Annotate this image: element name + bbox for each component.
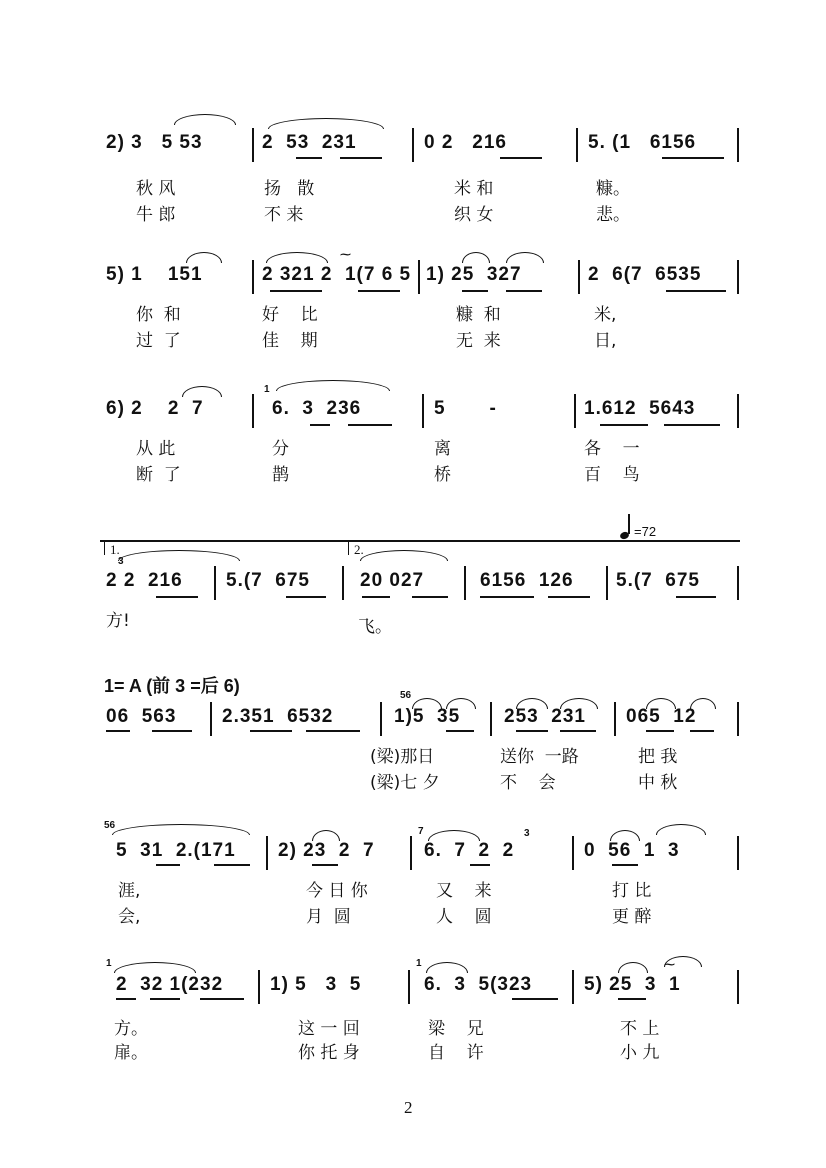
tie [114, 962, 196, 973]
tempo-marking: =72 [634, 524, 657, 539]
underline [560, 730, 596, 732]
lyric-line-1: 涯, [118, 881, 141, 901]
lyric-line-2: 悲。 [596, 205, 630, 225]
barline [252, 260, 254, 294]
barline [210, 702, 212, 736]
underline [286, 596, 326, 598]
underline [106, 730, 130, 732]
lyric-line-1: 糠。 [596, 179, 630, 199]
barline [737, 566, 739, 600]
underline [462, 290, 488, 292]
underline [500, 157, 542, 159]
barline [258, 970, 260, 1004]
underline [214, 864, 250, 866]
lyric-line-2: 不 会 [500, 773, 556, 793]
lyric-line-1: 糠 和 [456, 305, 501, 325]
grace-note: 1 [264, 384, 270, 395]
lyric-line-1: 把 我 [638, 747, 678, 767]
lyric-line-2: 中 秋 [638, 773, 678, 793]
lyric-line-1: 从 此 [136, 439, 176, 459]
notes-measure-2: 2.351 6532 [222, 706, 334, 727]
barline [342, 566, 344, 600]
notes-measure-3: 20 027 [360, 570, 425, 591]
lyric-line-1: 打 比 [612, 881, 652, 901]
grace-note: 3 [118, 556, 124, 567]
grace-note: 1 [416, 958, 422, 969]
lyric-line-1: 方。 [114, 1019, 148, 1039]
barline [614, 702, 616, 736]
lyric-line-2: 日, [594, 331, 617, 351]
underline [340, 157, 382, 159]
lyric-line-2: 过 了 [136, 331, 181, 351]
tie [268, 118, 384, 129]
notes-measure-2: 5.(7 675 [226, 570, 310, 591]
notes-measure-2: 2 321 2 1(7 6 5 [262, 264, 412, 285]
lyric-line-2: 人 圆 [436, 907, 492, 927]
lyric-line-2: 更 醉 [612, 907, 652, 927]
lyric-line-2: 月 圆 [306, 907, 351, 927]
notes-measure-4: 253 231 [504, 706, 586, 727]
lyric-line-2: 断 了 [136, 465, 181, 485]
quarter-note-stem [628, 514, 630, 534]
underline [358, 290, 400, 292]
notes-measure-3: 5 - [434, 398, 497, 419]
lyric-line-2: 小 九 [620, 1043, 660, 1063]
underline [446, 730, 474, 732]
grace-note: 56 [104, 820, 116, 831]
notes-measure-3: 6. 7 2 2 [424, 840, 515, 861]
underline [310, 424, 330, 426]
lyric-line-1: 方! [106, 611, 130, 631]
barline [606, 566, 608, 600]
underline [662, 157, 724, 159]
barline [422, 394, 424, 428]
lyric-line-1: 分 [272, 439, 289, 459]
underline [348, 424, 392, 426]
tie [182, 386, 222, 397]
notes-measure-4: 1.612 5643 [584, 398, 696, 419]
notes-measure-1: 5) 1 151 [106, 264, 203, 285]
lyric-line-1: 不 上 [620, 1019, 660, 1039]
lyric-line-2: 百 鸟 [584, 465, 640, 485]
notes-measure-1: 2 32 1(232 [116, 974, 224, 995]
barline [572, 970, 574, 1004]
notes-measure-3: 1)5 35 [394, 706, 461, 727]
lyric-line-2: 自 许 [428, 1043, 484, 1063]
barline [578, 260, 580, 294]
tie [174, 114, 236, 125]
notes-measure-1: 2 2 216 [106, 570, 183, 591]
tie [506, 252, 544, 263]
notes-measure-3: 0 2 216 [424, 132, 507, 153]
notes-measure-5: 5.(7 675 [616, 570, 700, 591]
page-number: 2 [404, 1098, 413, 1117]
barline [572, 836, 574, 870]
notes-measure-4: 0 56 1 3 [584, 840, 680, 861]
notes-measure-1: 5 31 2.(171 [116, 840, 236, 861]
grace-note: 3 [524, 828, 530, 839]
notes-measure-2: 6. 3 236 [272, 398, 362, 419]
underline [516, 730, 548, 732]
lyric-line-2: 鹊 [272, 465, 289, 485]
barline [380, 702, 382, 736]
notes-measure-4: 6156 126 [480, 570, 574, 591]
tie [186, 252, 222, 263]
underline [250, 730, 292, 732]
underline [362, 596, 390, 598]
lyric-line-1: 米, [594, 305, 617, 325]
tie [656, 824, 706, 835]
underline [470, 864, 490, 866]
barline [737, 260, 739, 294]
notes-measure-4: 5) 25 3 1 [584, 974, 681, 995]
lyric-line-1: (梁)那日 [370, 747, 435, 767]
barline [737, 836, 739, 870]
tie [112, 824, 250, 835]
barline [412, 128, 414, 162]
grace-note: 7 [418, 826, 424, 837]
barline [576, 128, 578, 162]
barline [418, 260, 420, 294]
underline [152, 730, 192, 732]
lyric-line-2: 你 托 身 [298, 1043, 360, 1063]
underline [200, 998, 244, 1000]
trill-mark: ⁓ [664, 958, 675, 971]
notes-measure-3: 6. 3 5(323 [424, 974, 533, 995]
trill-mark: ⁓ [340, 248, 351, 261]
lyric-line-2: 无 来 [456, 331, 501, 351]
underline [156, 864, 180, 866]
barline [737, 394, 739, 428]
tie [266, 252, 328, 263]
notes-measure-1: 06 563 [106, 706, 177, 727]
underline [600, 424, 648, 426]
barline [410, 836, 412, 870]
underline [116, 998, 136, 1000]
barline [408, 970, 410, 1004]
grace-note: 1 [106, 958, 112, 969]
barline [252, 128, 254, 162]
barline [464, 566, 466, 600]
volta-label-2: 2. [354, 542, 364, 557]
underline [156, 596, 198, 598]
lyric-line-1: 飞。 [358, 617, 392, 637]
notes-measure-2: 1) 5 3 5 [270, 974, 362, 995]
underline [676, 596, 716, 598]
notes-measure-2: 2 53 231 [262, 132, 357, 153]
underline [412, 596, 448, 598]
underline [296, 157, 322, 159]
lyric-line-1: 又 来 [436, 881, 492, 901]
notes-measure-1: 6) 2 2 7 [106, 398, 204, 419]
underline [690, 730, 714, 732]
grace-note: 56 [400, 690, 412, 701]
lyric-line-2: 扉。 [114, 1043, 148, 1063]
tie [462, 252, 490, 263]
underline [512, 998, 558, 1000]
lyric-line-1: 各 一 [584, 439, 640, 459]
lyric-line-1: 今 日 你 [306, 881, 368, 901]
underline [306, 730, 360, 732]
notes-measure-4: 5. (1 6156 [588, 132, 697, 153]
key-signature: 1= A (前 3 =后 6) [104, 676, 240, 696]
underline [270, 290, 322, 292]
lyric-line-2: 桥 [434, 465, 451, 485]
notes-measure-2: 2) 23 2 7 [278, 840, 375, 861]
underline [612, 864, 638, 866]
lyric-line-1: 离 [434, 439, 451, 459]
underline [312, 864, 338, 866]
barline [214, 566, 216, 600]
underline [548, 596, 590, 598]
lyric-line-2: (梁)七 夕 [370, 773, 440, 793]
lyric-line-2: 不 来 [264, 205, 304, 225]
underline [480, 596, 534, 598]
tie [618, 962, 648, 973]
lyric-line-1: 扬 散 [264, 179, 315, 199]
lyric-line-1: 这 一 回 [298, 1019, 360, 1039]
lyric-line-1: 你 和 [136, 305, 181, 325]
barline [266, 836, 268, 870]
underline [506, 290, 542, 292]
lyric-line-2: 会, [118, 907, 141, 927]
lyric-line-1: 好 比 [262, 305, 318, 325]
volta-label-1: 1. [110, 542, 120, 557]
tie [426, 962, 468, 973]
underline [666, 290, 726, 292]
notes-measure-4: 2 6(7 6535 [588, 264, 702, 285]
underline [664, 424, 720, 426]
barline [737, 970, 739, 1004]
lyric-line-2: 织 女 [454, 205, 494, 225]
notes-measure-1: 2) 3 5 53 [106, 132, 203, 153]
barline [490, 702, 492, 736]
underline [150, 998, 180, 1000]
lyric-line-2: 佳 期 [262, 331, 318, 351]
barline [574, 394, 576, 428]
underline [646, 730, 674, 732]
barline [737, 128, 739, 162]
lyric-line-1: 米 和 [454, 179, 494, 199]
lyric-line-2: 牛 郎 [136, 205, 176, 225]
lyric-line-1: 秋 风 [136, 179, 176, 199]
lyric-line-1: 梁 兄 [428, 1019, 484, 1039]
lyric-line-1: 送你 一路 [500, 747, 579, 767]
notes-measure-5: 065 12 [626, 706, 697, 727]
notes-measure-3: 1) 25 327 [426, 264, 522, 285]
barline [737, 702, 739, 736]
barline [252, 394, 254, 428]
tie [276, 380, 390, 391]
underline [618, 998, 646, 1000]
